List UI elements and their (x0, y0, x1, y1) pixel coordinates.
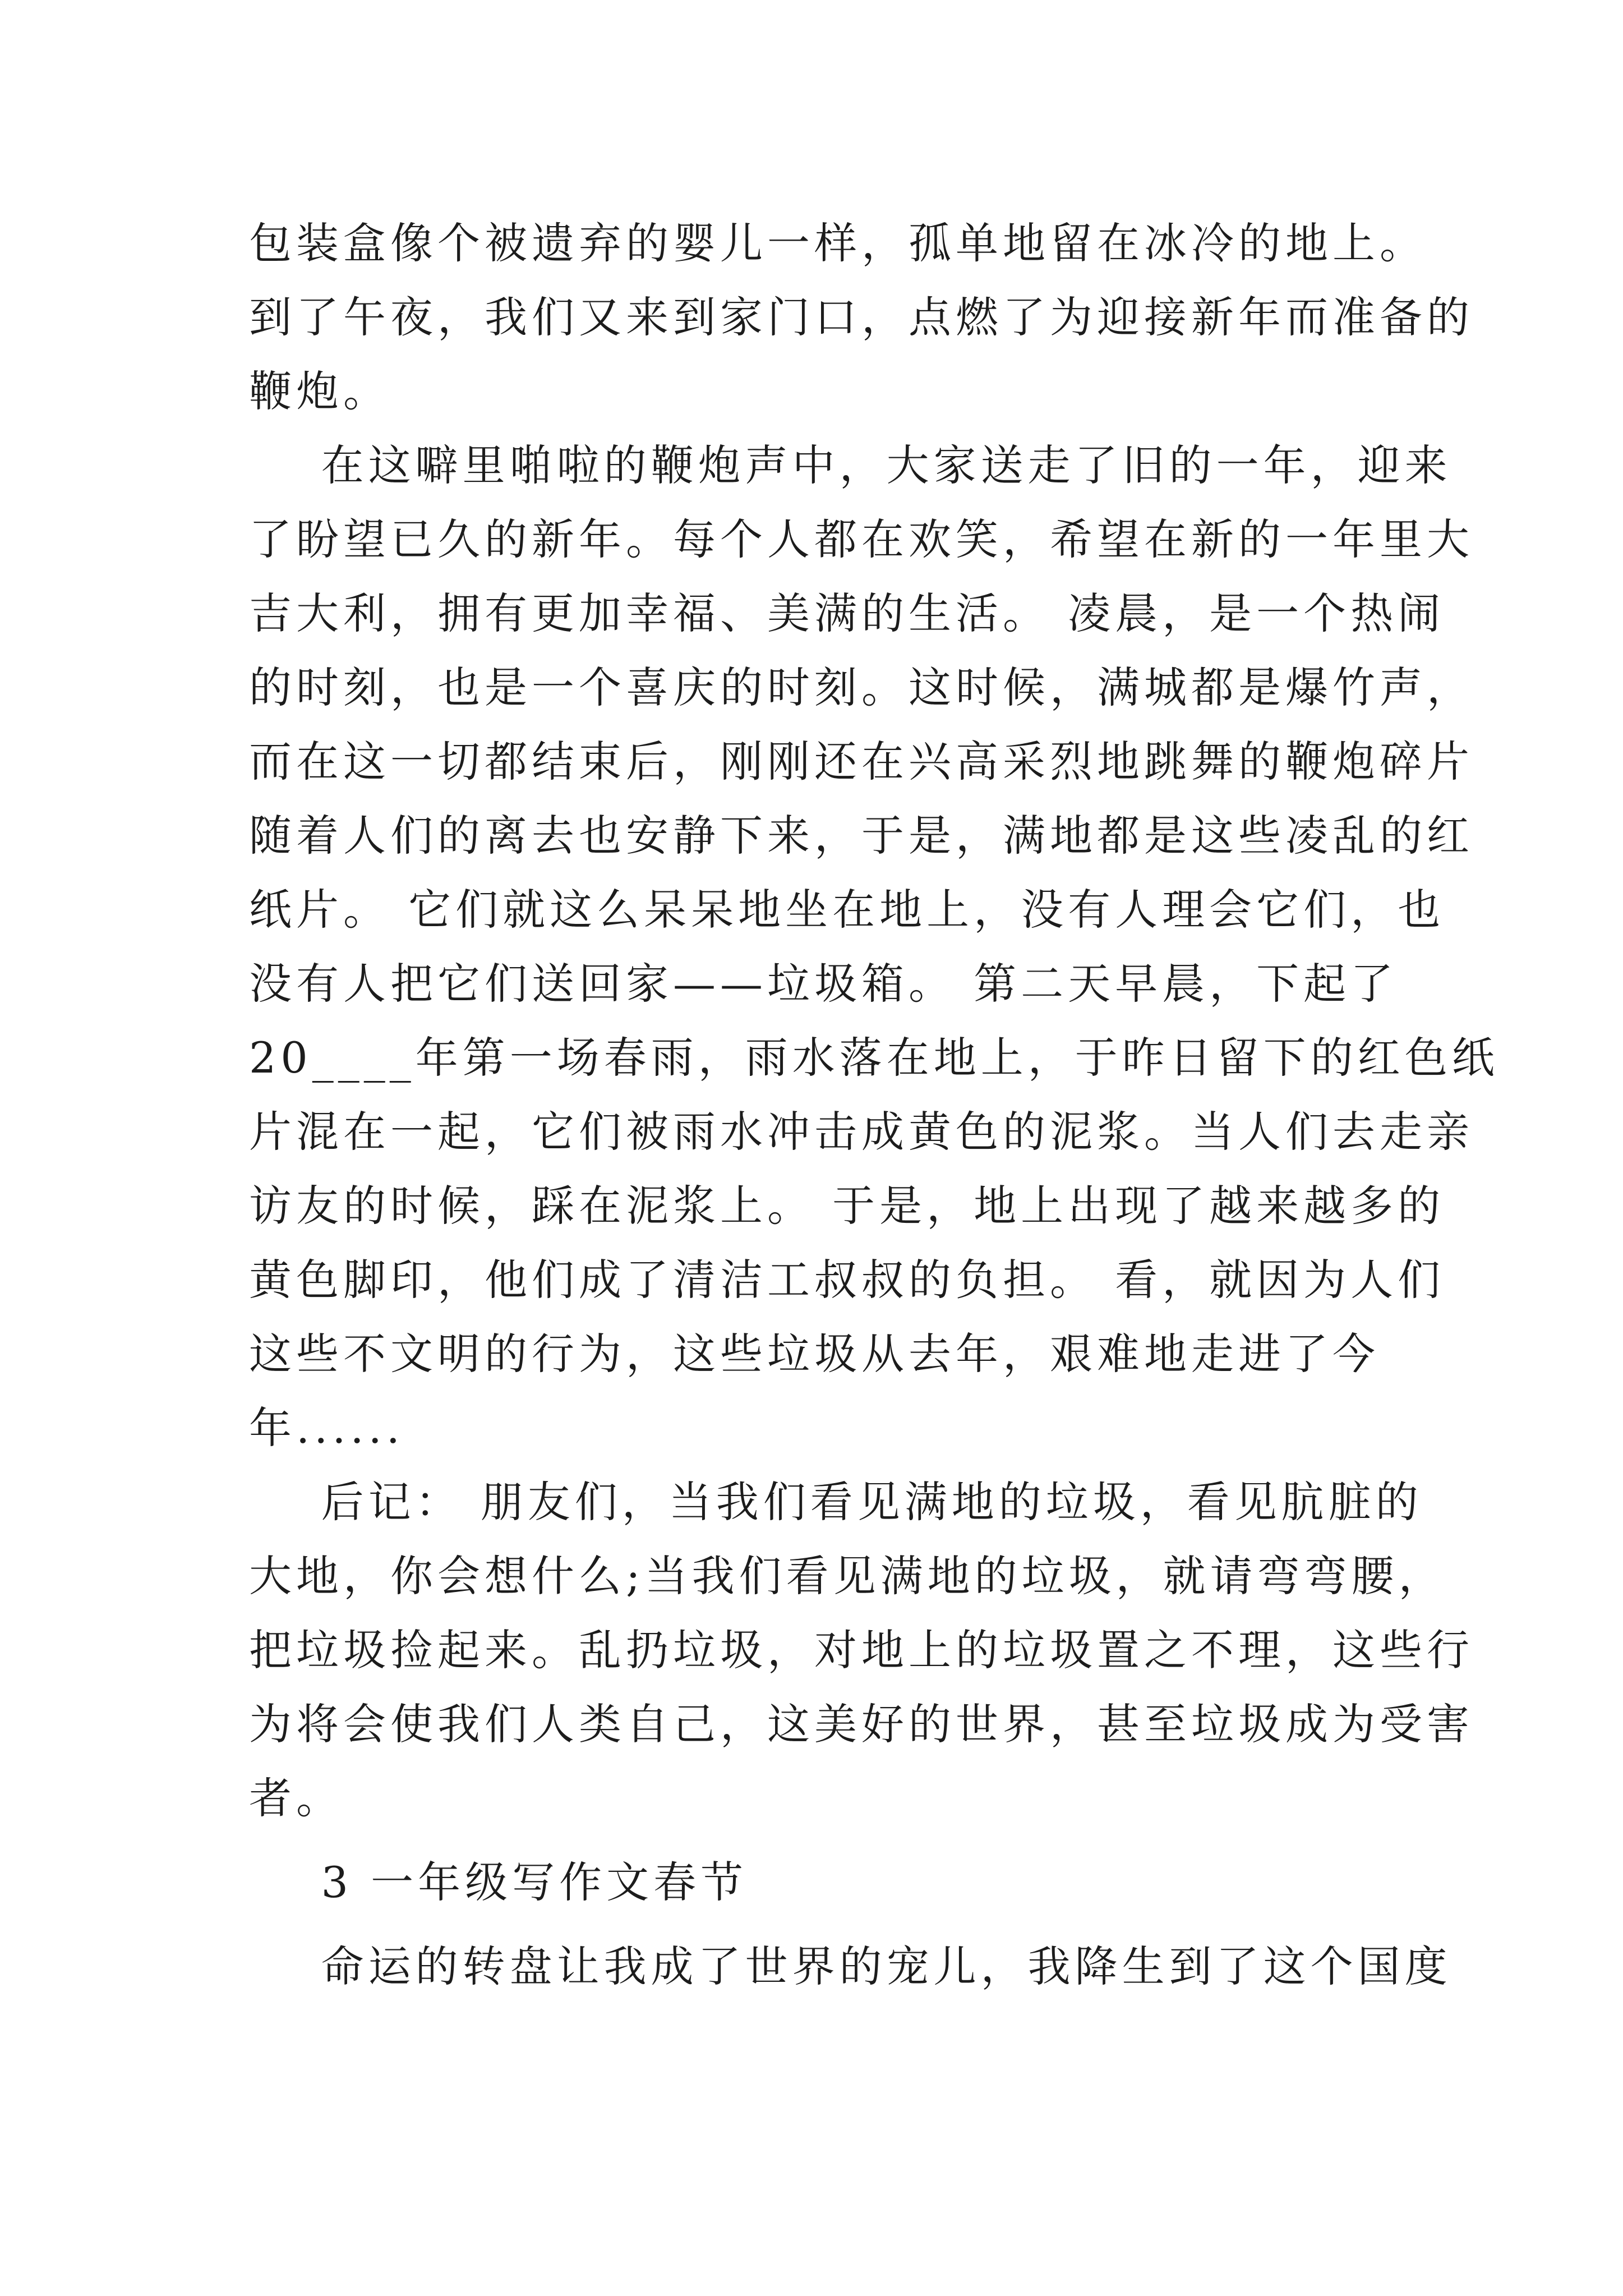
text-line: 了盼望已久的新年。每个人都在欢笑，希望在新的一年里大 (249, 514, 1474, 564)
text-line: 片混在一起，它们被雨水冲击成黄色的泥浆。当人们去走亲 (249, 1107, 1474, 1157)
text-line: 黄色脚印，他们成了清洁工叔叔的负担。 看，就因为人们 (249, 1255, 1445, 1305)
text-line: 吉大利，拥有更加幸福、美满的生活。 凌晨，是一个热闹 (249, 588, 1445, 638)
section-heading: 3 一年级写作文春节 (249, 1857, 748, 1907)
text-line: 在这噼里啪啦的鞭炮声中，大家送走了旧的一年，迎来 (249, 440, 1452, 490)
text-line: 后记： 朋友们，当我们看见满地的垃圾，看见肮脏的 (249, 1477, 1423, 1527)
text-line: 而在这一切都结束后，刚刚还在兴高采烈地跳舞的鞭炮碎片 (249, 737, 1474, 786)
text-line: 鞭炮。 (249, 366, 390, 416)
text-line: 年...... (249, 1403, 404, 1453)
text-line: 的时刻，也是一个喜庆的时刻。这时候，满城都是爆竹声， (249, 662, 1474, 712)
text-line: 到了午夜，我们又来到家门口，点燃了为迎接新年而准备的 (249, 292, 1474, 342)
text-line: 纸片。 它们就这么呆呆地坐在地上，没有人理会它们，也 (249, 885, 1445, 935)
text-line: 大地，你会想什么;当我们看见满地的垃圾，就请弯弯腰， (249, 1551, 1446, 1601)
text-line: 为将会使我们人类自己，这美好的世界，甚至垃圾成为受害 (249, 1699, 1474, 1749)
section-gap (249, 1920, 1393, 1930)
text-line: 包装盒像个被遗弃的婴儿一样，孤单地留在冰冷的地上。 (249, 218, 1427, 268)
text-line: 没有人把它们送回家——垃圾箱。 第二天早晨，下起了 (249, 959, 1398, 1009)
text-line: 者。 (249, 1773, 343, 1823)
document-body (249, 206, 1499, 2004)
text-line: 这些不文明的行为，这些垃圾从去年，艰难地走进了今 (249, 1329, 1380, 1379)
section-gap (249, 1835, 1393, 1846)
text-line: 把垃圾捡起来。乱扔垃圾，对地上的垃圾置之不理，这些行 (249, 1625, 1474, 1675)
text-line: 20____年第一场春雨，雨水落在地上，于昨日留下的红色纸 (249, 1033, 1499, 1083)
text-line: 访友的时候，踩在泥浆上。 于是，地上出现了越来越多的 (249, 1181, 1445, 1231)
text-line: 随着人们的离去也安静下来，于是，满地都是这些凌乱的红 (249, 811, 1474, 861)
text-line: 命运的转盘让我成了世界的宠儿，我降生到了这个国度 (249, 1941, 1452, 1991)
